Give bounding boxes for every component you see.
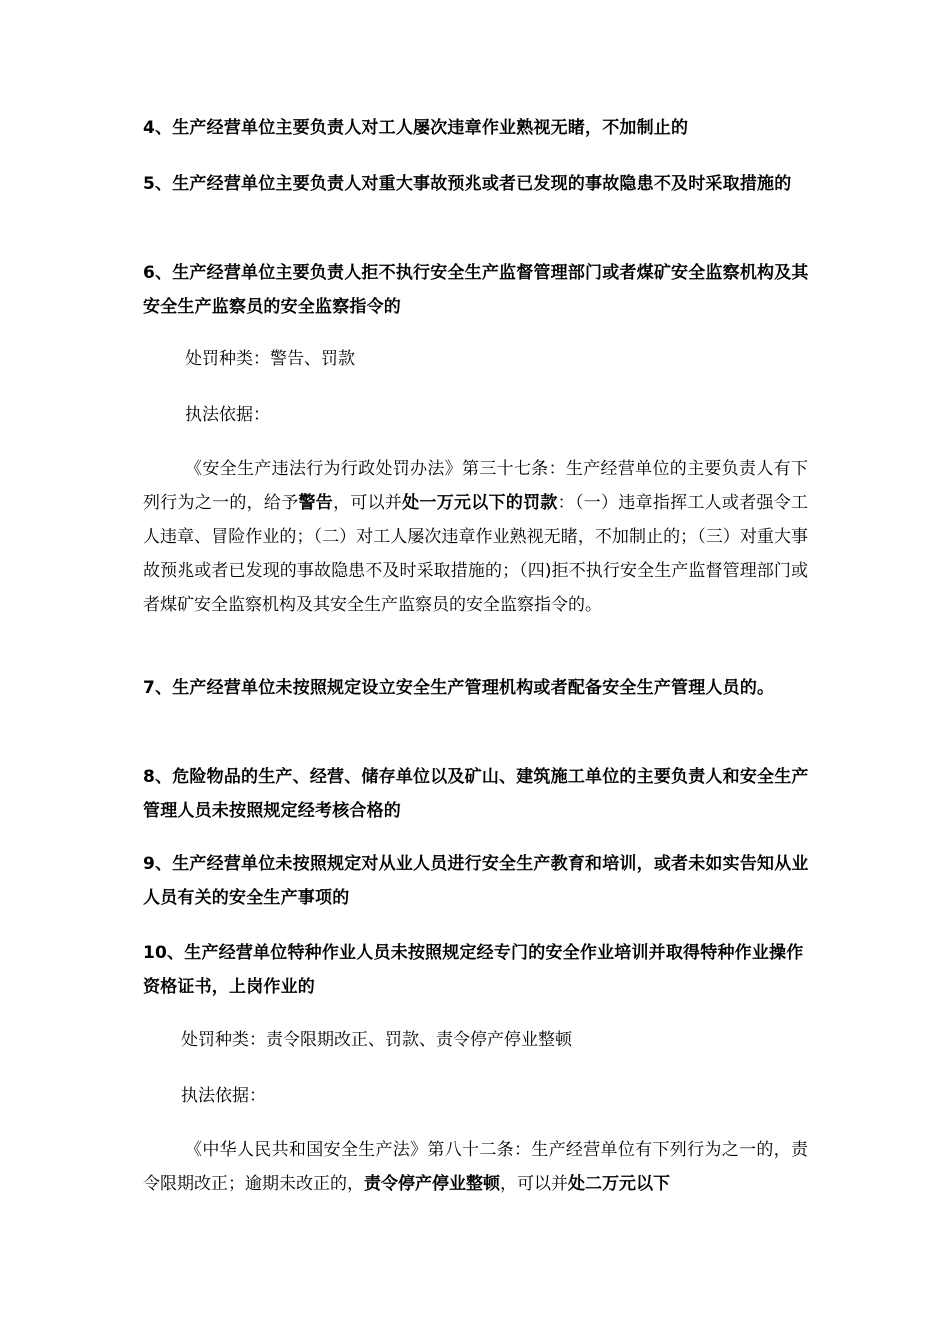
item-8: 8、危险物品的生产、经营、储存单位以及矿山、建筑施工单位的主要负责人和安全生产管理人员未按照规定经考核合格的 bbox=[143, 767, 809, 821]
penalty-type-2: 处罚种类：责令限期改正、罚款、责令停产停业整顿 bbox=[181, 1030, 572, 1050]
item-5: 5、生产经营单位主要负责人对重大事故预兆或者已发现的事故隐患不及时采取措施的 bbox=[143, 174, 792, 194]
item-6: 6、生产经营单位主要负责人拒不执行安全生产监督管理部门或者煤矿安全监察机构及其安全生产监察员的安全监察指令的 bbox=[143, 263, 809, 317]
item-7: 7、生产经营单位未按照规定设立安全生产管理机构或者配备安全生产管理人员的。 bbox=[143, 678, 775, 698]
item-10: 10、生产经营单位特种作业人员未按照规定经专门的安全作业培训并取得特种作业操作资格证书，上岗作业的 bbox=[143, 943, 804, 997]
law-text-2: 《中华人民共和国安全生产法》第八十二条：生产经营单位有下列行为之一的，责令限期改正；逾期未改正的，责令停产停业整顿，可以并处二万元以下 bbox=[143, 1140, 808, 1194]
basis-label-2: 执法依据： bbox=[181, 1086, 266, 1106]
law-text-1: 《安全生产违法行为行政处罚办法》第三十七条：生产经营单位的主要负责人有下列行为之一的，给予警告，可以并处一万元以下的罚款：（一）违章指挥工人或者强令工人违章、冒险作业的；（二）对工人屡次违章作业熟视无睹，不加制止的；（三）对重大事故预兆或者已发现的事故隐患不及时采取措施的；（四)拒不执行安全生产监督管理部门或者煤矿安全监察机构及其安全生产监察员的安全监察指令的。 bbox=[143, 459, 809, 615]
bold-fine: 处一万元以下的罚款 bbox=[402, 493, 558, 513]
bold-fine-2: 处二万元以下 bbox=[568, 1174, 670, 1194]
item-9: 9、生产经营单位未按照规定对从业人员进行安全生产教育和培训，或者未如实告知从业人员有关的安全生产事项的 bbox=[143, 854, 809, 908]
penalty-type-1: 处罚种类：警告、罚款 bbox=[185, 349, 355, 369]
basis-label-1: 执法依据： bbox=[185, 405, 270, 425]
bold-warning: 警告 bbox=[298, 493, 334, 513]
bold-suspend: 责令停产停业整顿 bbox=[364, 1174, 500, 1194]
item-4: 4、生产经营单位主要负责人对工人屡次违章作业熟视无睹，不加制止的 bbox=[143, 118, 689, 138]
